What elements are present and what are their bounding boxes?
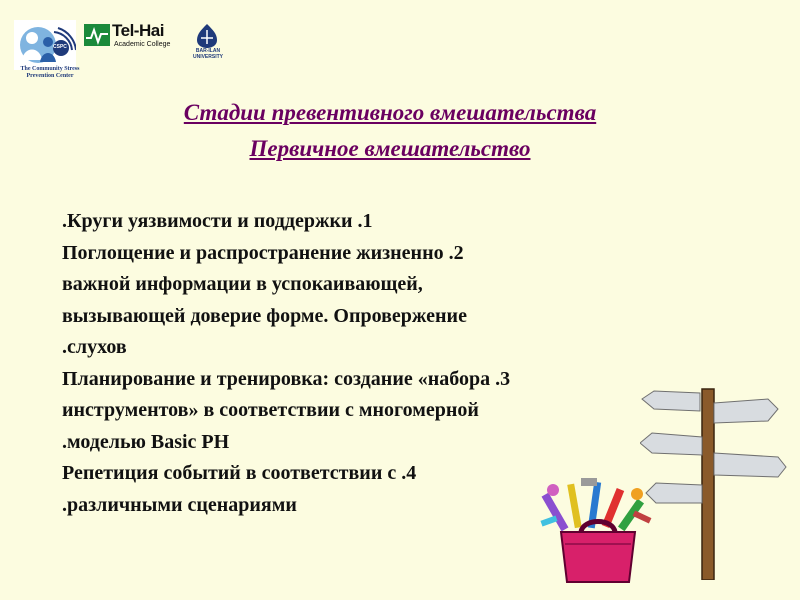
- slide-title: Стадии превентивного вмешательства: [183, 100, 597, 125]
- body-line: .различными сценариями: [62, 493, 297, 516]
- logo-strip: [14, 20, 229, 90]
- telhai-subtitle: Academic College: [114, 41, 171, 48]
- telhai-name: Tel-Hai: [112, 21, 164, 40]
- csc-caption-line-2: Prevention Center: [26, 73, 74, 79]
- body-text: [62, 206, 662, 521]
- csc-caption-line-1: The Community Stress: [20, 66, 80, 72]
- body-line: Поглощение и распространение жизненно .2: [62, 241, 464, 264]
- csc-caption: [8, 66, 92, 80]
- body-line: .слухов: [62, 336, 127, 358]
- university-name: BAR-ILAN UNIVERSITY: [192, 48, 223, 60]
- signpost-clipart: [640, 385, 790, 580]
- body-line: инструментов» в соответствии с многомерной: [62, 399, 479, 421]
- body-line: Репетиция событий в соответствии с .4: [62, 462, 417, 484]
- body-line: Планирование и тренировка: создание «набора .3: [62, 367, 511, 390]
- slide-subtitle: Первичное вмешательство: [249, 136, 531, 161]
- body-line: важной информации в успокаивающей,: [62, 273, 423, 295]
- body-line: .Круги уязвимости и поддержки .1: [62, 210, 373, 232]
- body-line: вызывающей доверие форме. Опровержение: [62, 304, 467, 327]
- body-line: .моделью Basic PH: [62, 430, 230, 453]
- telhai-logo: [84, 22, 202, 52]
- csc-badge-text: CSPC: [53, 44, 67, 50]
- telhai-mark-icon: [84, 24, 110, 46]
